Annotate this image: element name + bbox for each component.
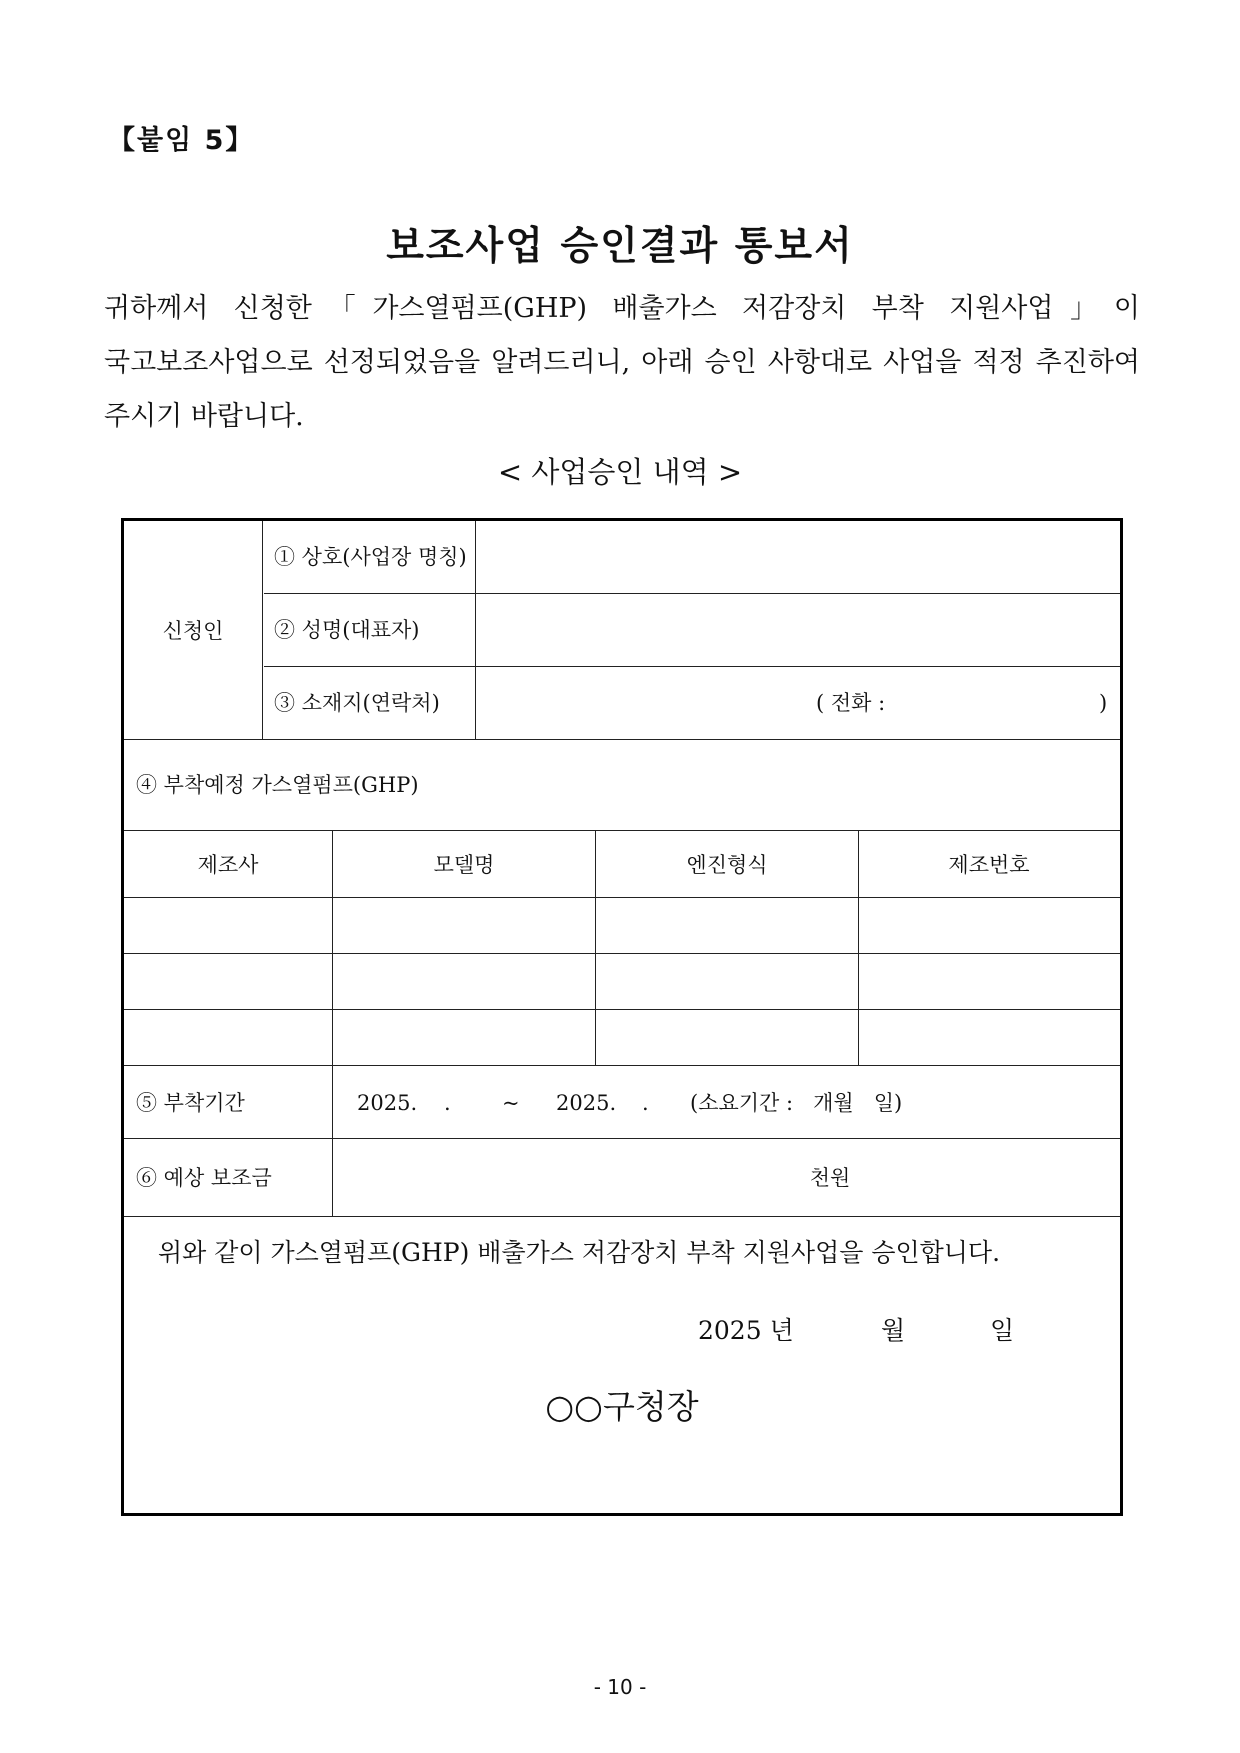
company-name-label: ① 상호(사업장 명칭) [274,545,467,569]
rule-ghp-row-1 [124,953,1120,954]
phone-label: ( 전화 : [816,691,886,715]
rule-ghp-col-3 [858,830,859,1065]
rule-applicant-1 [264,593,1120,594]
subsidy-unit: 천원 [809,1166,851,1190]
rule-applicant-col-2 [475,521,476,739]
subsidy-label: ⑥ 예상 보조금 [136,1166,272,1190]
rule-applicant-col-1 [262,521,263,739]
rule-ghp-col-2 [595,830,596,1065]
approval-date-day: 일 [990,1316,1015,1345]
rule-ghp-col-1 [332,830,333,1065]
rule-period [124,1138,1120,1139]
rule-ghp-label [124,830,1120,831]
attachment-label: 【붙임 5】 [108,125,255,156]
period-label: ⑤ 부착기간 [136,1091,245,1115]
rule-ghp-row-2 [124,1009,1120,1010]
approval-date-month: 월 [881,1316,906,1345]
signatory: ○○구청장 [545,1387,699,1426]
ghp-label: ④ 부착예정 가스열펌프(GHP) [136,773,419,797]
period-start-dot: . [444,1091,451,1115]
page-number: - 10 - [593,1675,647,1699]
period-tilde: ~ [502,1091,520,1115]
period-duration: (소요기간 : 개월 일) [690,1091,903,1115]
document-title: 보조사업 승인결과 통보서 [386,224,854,269]
section-title: < 사업승인 내역 > [497,455,743,489]
applicant-label: 신청인 [162,619,224,643]
approval-statement: 위와 같이 가스열펌프(GHP) 배출가스 저감장치 부착 지원사업을 승인합니다. [158,1238,1001,1267]
header-model-name: 모델명 [433,853,495,877]
rule-ghp-header [124,897,1120,898]
rule-applicant-end [124,739,1120,740]
intro-paragraph: 귀하께서 신청한「가스열펌프(GHP) 배출가스 저감장치 부착 지원사업」이 국고보조사업으로 선정되었음을 알려드리니, 아래 승인 사항대로 사업을 적정 추진하여 주시기 바랍니다. [104,293,1140,432]
header-engine-type: 엔진형식 [686,853,768,877]
rule-applicant-2 [264,666,1120,667]
period-start-year: 2025. [357,1091,418,1115]
address-label: ③ 소재지(연락처) [274,691,440,715]
representative-label: ② 성명(대표자) [274,618,420,642]
approval-date-year: 2025 년 [698,1316,794,1345]
rule-ghp-row-3 [124,1065,1120,1066]
header-manufacturer: 제조사 [197,853,259,877]
rule-subsidy [124,1216,1120,1217]
approval-form [121,518,1123,1516]
rule-period-col [332,1065,333,1216]
header-serial-number: 제조번호 [948,853,1030,877]
period-end-dot: . [642,1091,649,1115]
period-end-year: 2025. [556,1091,617,1115]
phone-close: ) [1099,691,1108,715]
